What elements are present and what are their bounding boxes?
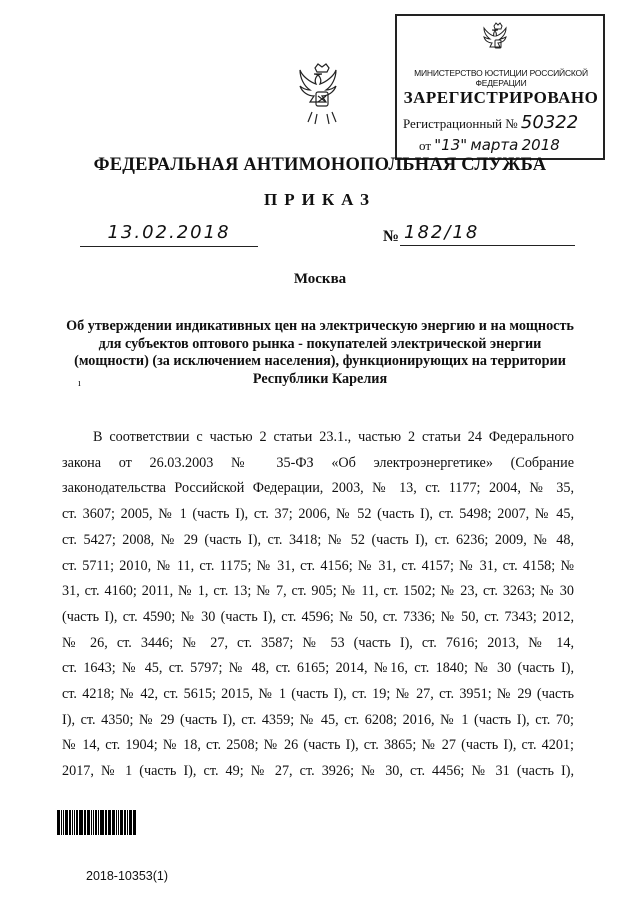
barcode	[57, 810, 137, 835]
stamp-emblem-icon	[483, 22, 513, 58]
barcode-bar	[118, 810, 120, 835]
stamp-reg-label: Регистрационный №	[403, 116, 518, 131]
body-line: закона от 26.03.2003 № 35-ФЗ «Об электроэнергетике» (Собрание	[62, 454, 574, 471]
barcode-bar	[59, 810, 60, 835]
body-line: ст. 3607; 2005, № 1 (часть I), ст. 37; 2006, № 52 (часть I), ст. 5498; 2007, № 45,	[62, 506, 574, 523]
body-line: I), ст. 4350; № 29 (часть I), ст. 4359; № 45, ст. 6208; 2016, № 1 (часть I), ст. 70;	[62, 711, 574, 728]
body-line: ст. 5711; 2010, № 11, ст. 1175; № 31, ст. 4156; № 31, ст. 4157; № 31, ст. 4158; №	[62, 557, 574, 574]
barcode-bar	[110, 810, 111, 835]
barcode-bar	[76, 810, 78, 835]
barcode-bar	[124, 810, 125, 835]
barcode-bar	[131, 810, 132, 835]
barcode-bar	[80, 810, 83, 835]
stamp-date-day: "13"	[434, 136, 468, 154]
barcode-bar	[127, 810, 128, 835]
stamp-date-month: марта	[470, 136, 519, 154]
coat-of-arms-emblem	[297, 62, 347, 128]
city: Москва	[293, 271, 347, 287]
stamp-registration-line	[403, 112, 578, 133]
body-line: 2017, № 1 (часть I), ст. 49; № 27, ст. 3926; № 30, ст. 4456; № 31 (часть I),	[62, 763, 574, 780]
barcode-bar	[101, 810, 104, 835]
body-line: (часть I), ст. 4590; № 30 (часть I), ст. 4596; № 50, ст. 7336; № 50, ст. 7343; 2012,	[62, 608, 574, 625]
body-line: законодательства Российской Федерации, 2003, № 13, ст. 1177; 2004, № 35,	[62, 480, 574, 497]
stamp-date-line	[419, 136, 560, 154]
document-title: Об утверждении индикативных цен на электрическую энергию и на мощность для субъектов оптового рынка - покупателей электрической энергии (мощности) (за исключением населения), функционирующих на территории Республики Карелия	[66, 318, 574, 387]
registration-stamp	[395, 14, 605, 160]
agency-name: ФЕДЕРАЛЬНАЯ АНТИМОНОПОЛЬНАЯ СЛУЖБА	[93, 155, 547, 175]
body-line: В соответствии с частью 2 статьи 23.1., частью 2 статьи 24 Федерального	[93, 429, 574, 445]
body-line: 31, ст. 4160; 2011, № 1, ст. 13; № 7, ст. 905; № 11, ст. 1502; № 23, ст. 3263; № 30	[62, 583, 574, 600]
body-line: ст. 4218; № 42, ст. 5615; 2015, № 1 (часть I), ст. 19; № 27, ст. 3951; № 29 (часть	[62, 686, 574, 703]
barcode-bar	[98, 810, 99, 835]
body-line: ст. 1643; № 45, ст. 5797; № 48, ст. 6165; 2014, №16, ст. 1840; № 30 (часть I),	[62, 660, 574, 677]
stray-mark: ı	[78, 378, 81, 389]
body-line: ст. 5427; 2008, № 29 (часть I), ст. 3418; № 52 (часть I), ст. 6236; 2009, № 48,	[62, 531, 574, 548]
barcode-bar	[134, 810, 136, 835]
barcode-bar	[85, 810, 86, 835]
stamp-reg-number: 50322	[520, 112, 579, 133]
document-id: 2018-10353(1)	[86, 869, 169, 883]
stamp-date-year: 2018	[521, 136, 560, 154]
document-body	[62, 425, 574, 785]
document-type: ПРИКАЗ	[264, 190, 376, 209]
stamp-date-prefix: от	[419, 138, 432, 153]
barcode-bar	[114, 810, 115, 835]
stamp-status: ЗАРЕГИСТРИРОВАНО	[403, 88, 599, 107]
barcode-bar	[72, 810, 73, 835]
body-line: № 14, ст. 1904; № 18, ст. 2508; № 26 (часть I), ст. 3865; № 27 (часть I), ст. 4201;	[62, 737, 574, 754]
order-date: 13.02.2018	[80, 222, 258, 247]
barcode-bar	[106, 810, 107, 835]
order-number-label: №	[383, 228, 400, 245]
body-line: № 26, ст. 3446; № 27, ст. 3587; № 53 (часть I), ст. 7616; 2013, № 14,	[62, 634, 574, 651]
stamp-ministry-name: МИНИСТЕРСТВО ЮСТИЦИИ РОССИЙСКОЙ ФЕДЕРАЦИИ	[414, 68, 588, 88]
barcode-bar	[69, 810, 70, 835]
barcode-bar	[89, 810, 90, 835]
barcode-bar	[63, 810, 65, 835]
order-number: 182/18	[400, 222, 575, 246]
barcode-bar	[93, 810, 95, 835]
